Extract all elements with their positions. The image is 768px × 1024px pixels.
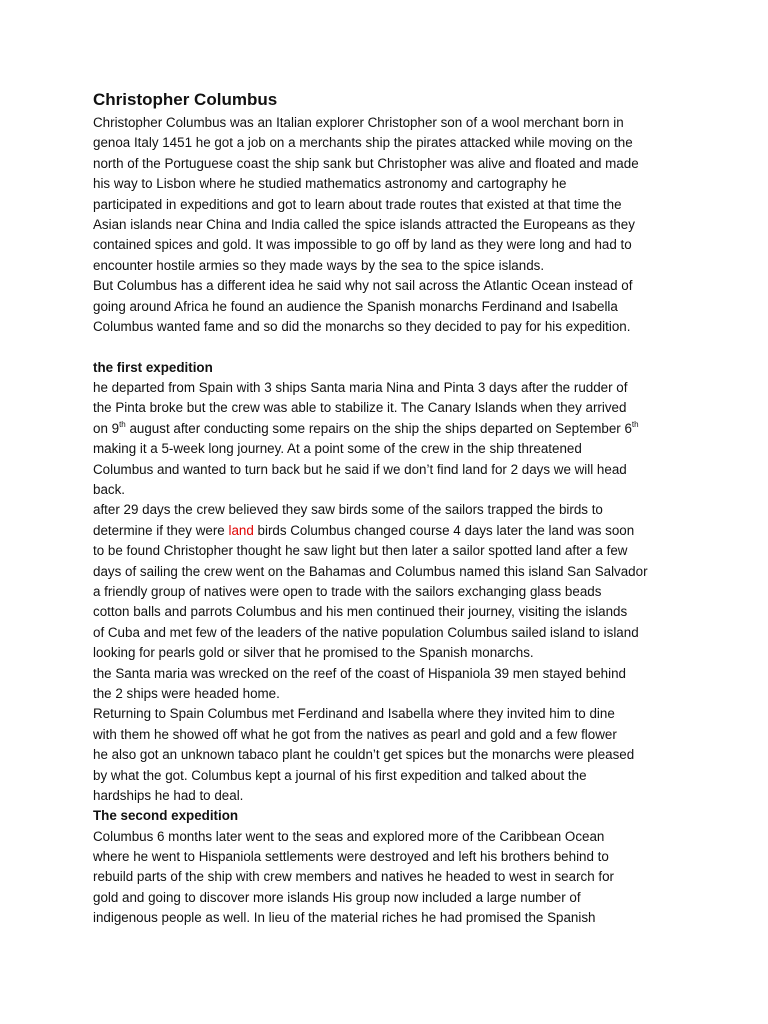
body-line: the 2 ships were headed home. bbox=[93, 685, 280, 701]
body-line bbox=[93, 521, 693, 541]
text-segment: august after conducting some repairs on the ship the ships departed on September 6 bbox=[125, 420, 632, 436]
body-line: back. bbox=[93, 482, 126, 498]
body-line: north of the Portuguese coast the ship sank but Christopher was alive and floated and made bbox=[93, 155, 639, 171]
body-line: by what the got. Columbus kept a journal of his first expedition and talked about the bbox=[93, 767, 587, 783]
body-line: days of sailing the crew went on the Bahamas and Columbus named this island San Salvador bbox=[93, 563, 648, 579]
body-line: Columbus wanted fame and so did the monarchs so they decided to pay for his expedition. bbox=[93, 318, 631, 334]
body-line: Columbus and wanted to turn back but he said if we don’t find land for 2 days we will head bbox=[93, 461, 627, 477]
body-line: hardships he had to deal. bbox=[93, 787, 244, 803]
blank-line bbox=[93, 337, 693, 357]
body-line: Columbus 6 months later went to the seas and explored more of the Caribbean Ocean bbox=[93, 828, 605, 844]
body-line: contained spices and gold. It was impossible to go off by land as they were long and had to bbox=[93, 237, 632, 253]
section-heading: the first expedition bbox=[93, 359, 213, 375]
document-page bbox=[93, 88, 693, 929]
body-line: genoa Italy 1451 he got a job on a merchants ship the pirates attacked while moving on the bbox=[93, 135, 633, 151]
body-line: Returning to Spain Columbus met Ferdinand and Isabella where they invited him to dine bbox=[93, 706, 615, 722]
body-line: with them he showed off what he got from the natives as pearl and gold and a few flower bbox=[93, 726, 617, 742]
text-segment: on 9 bbox=[93, 420, 120, 436]
ordinal-superscript: th bbox=[119, 419, 126, 429]
body-line bbox=[93, 419, 693, 439]
section-heading: The second expedition bbox=[93, 808, 239, 824]
highlighted-word: land bbox=[228, 522, 254, 538]
document-title: Christopher Columbus bbox=[93, 90, 278, 109]
body-line: going around Africa he found an audience the Spanish monarchs Ferdinand and Isabella bbox=[93, 298, 618, 314]
body-line: making it a 5-week long journey. At a point some of the crew in the ship threatened bbox=[93, 441, 582, 457]
body-line: the Pinta broke but the crew was able to stabilize it. The Canary Islands when they arrived bbox=[93, 400, 627, 416]
body-line: cotton balls and parrots Columbus and his men continued their journey, visiting the islands bbox=[93, 604, 628, 620]
body-line: he departed from Spain with 3 ships Santa maria Nina and Pinta 3 days after the rudder of bbox=[93, 380, 628, 396]
body-line: Asian islands near China and India called the spice islands attracted the Europeans as they bbox=[93, 216, 635, 232]
document-body bbox=[93, 113, 693, 929]
body-line: rebuild parts of the ship with crew members and natives he headed to west in search for bbox=[93, 869, 615, 885]
body-line: his way to Lisbon where he studied mathematics astronomy and cartography he bbox=[93, 176, 567, 192]
text-segment: birds Columbus changed course 4 days later the land was soon bbox=[253, 522, 635, 538]
body-line: participated in expeditions and got to learn about trade routes that existed at that time the bbox=[93, 196, 622, 212]
body-line: he also got an unknown tabaco plant he couldn’t get spices but the monarchs were pleased bbox=[93, 747, 635, 763]
body-line: where he went to Hispaniola settlements were destroyed and left his brothers behind to bbox=[93, 849, 609, 865]
body-line: indigenous people as well. In lieu of the material riches he had promised the Spanish bbox=[93, 910, 596, 926]
body-line: a friendly group of natives were open to trade with the sailors exchanging glass beads bbox=[93, 583, 602, 599]
text-segment: determine if they were bbox=[93, 522, 229, 538]
body-line: Christopher Columbus was an Italian explorer Christopher son of a wool merchant born in bbox=[93, 115, 624, 130]
body-line: after 29 days the crew believed they saw birds some of the sailors trapped the birds to bbox=[93, 502, 603, 518]
body-line: to be found Christopher thought he saw light but then later a sailor spotted land after a few bbox=[93, 543, 628, 559]
body-line: the Santa maria was wrecked on the reef of the coast of Hispaniola 39 men stayed behind bbox=[93, 665, 626, 681]
body-line: gold and going to discover more islands His group now included a large number of bbox=[93, 889, 581, 905]
body-line: encounter hostile armies so they made ways by the sea to the spice islands. bbox=[93, 257, 545, 273]
body-line: But Columbus has a different idea he said why not sail across the Atlantic Ocean instead of bbox=[93, 278, 633, 294]
ordinal-superscript: th bbox=[631, 419, 639, 429]
body-line: looking for pearls gold or silver that he promised to the Spanish monarchs. bbox=[93, 645, 534, 661]
body-line: of Cuba and met few of the leaders of the native population Columbus sailed island to island bbox=[93, 624, 639, 640]
